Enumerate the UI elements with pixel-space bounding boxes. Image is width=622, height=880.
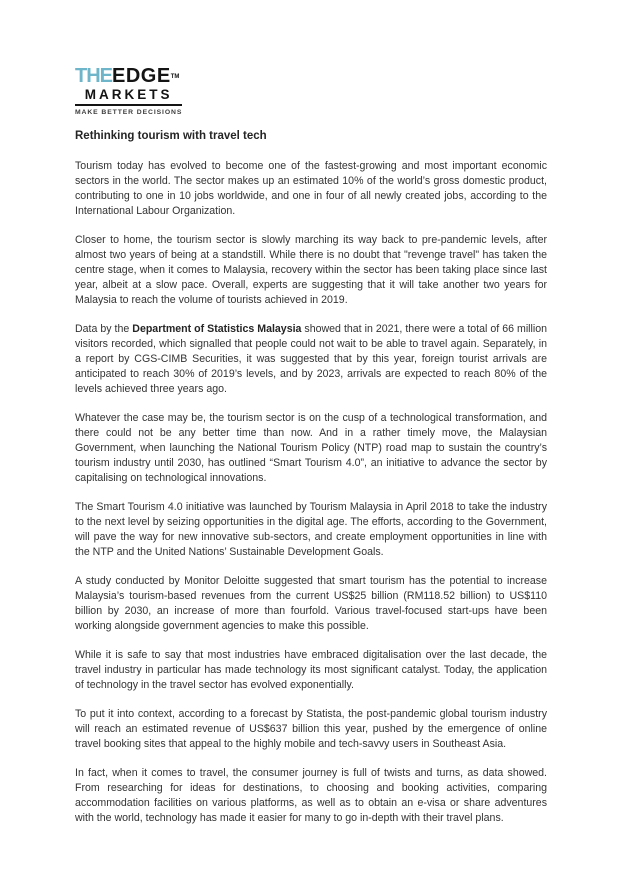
logo-the-text: THE	[75, 65, 112, 87]
article-paragraph	[75, 766, 547, 826]
logo-markets-text: MARKETS	[84, 87, 173, 102]
article-paragraph	[75, 648, 547, 693]
article-paragraph	[75, 500, 547, 560]
paragraph-text: In fact, when it comes to travel, the consumer journey is full of twists and turns, as data showed. From researching for ideas for destinations, to choosing and booking activities, comparing accommodation facilities on various platforms, as well as to obtain an e-visa or share adventures with the world, technology has made it easier for many to go in-depth with their travel plans.	[75, 767, 547, 824]
article-paragraph	[75, 233, 547, 308]
logo-wordmark	[75, 66, 182, 88]
logo-divider	[75, 104, 182, 106]
paragraph-text: Data by the	[75, 323, 133, 335]
paragraph-bold-text: Department of Statistics Malaysia	[132, 323, 302, 335]
article-body	[75, 159, 547, 826]
paragraph-text: Whatever the case may be, the tourism sector is on the cusp of a technological transformation, and there could not be any better time than now. And in a rather timely move, the Malaysian Government, when launching the National Tourism Policy (NTP) road map to sustain the country’s tourism industry until 2030, has outlined “Smart Tourism 4.0”, an initiative to advance the sector by capitalising on technological innovations.	[75, 412, 547, 484]
article-paragraph	[75, 159, 547, 219]
article-paragraph	[75, 322, 547, 397]
paragraph-text: To put it into context, according to a forecast by Statista, the post-pandemic global tourism industry will reach an estimated revenue of US$637 billion this year, pushed by the emergence of online travel booking sites that appeal to the highly mobile and tech-savvy users in Southeast Asia.	[75, 708, 547, 750]
logo-trademark-symbol: TM	[170, 74, 180, 80]
paragraph-text: showed that in 2021, there were a total of 66 million visitors recorded, which signalled that people could not wait to be able to travel again. Separately, in a report by CGS-CIMB Securities, it was suggested that by this year, foreign tourist arrivals are anticipated to reach 30% of 2019’s levels, and by 2023, arrivals are expected to reach 80% of the levels achieved three years ago.	[75, 323, 548, 395]
the-edge-markets-logo	[75, 66, 182, 116]
logo-tagline: MAKE BETTER DECISIONS	[75, 109, 183, 116]
article-paragraph	[75, 707, 547, 752]
paragraph-text: While it is safe to say that most industries have embraced digitalisation over the last decade, the travel industry in particular has made technology its most significant catalyst. Today, the application of technology in the travel sector has evolved exponentially.	[75, 649, 547, 691]
article-title: Rethinking tourism with travel tech	[75, 130, 267, 142]
article-paragraph	[75, 574, 547, 634]
paragraph-text: Tourism today has evolved to become one of the fastest-growing and most important economic sectors in the world. The sector makes up an estimated 10% of the world’s gross domestic product, contributing to one in 10 jobs worldwide, and one in four of all newly created jobs, according to the International Labour Organization.	[75, 160, 547, 217]
paragraph-text: The Smart Tourism 4.0 initiative was launched by Tourism Malaysia in April 2018 to take the industry to the next level by seizing opportunities in the digital age. The efforts, according to the Government, will pave the way for new innovative sub-sectors, and create employment opportunities in line with the NTP and the United Nations’ Sustainable Development Goals.	[75, 501, 547, 558]
paragraph-text: A study conducted by Monitor Deloitte suggested that smart tourism has the potential to increase Malaysia’s tourism-based revenues from the current US$25 billion (RM118.52 billion) to US$110 billion by 2030, an increase of more than fourfold. Various travel-focused start-ups have been working alongside government agencies to make this possible.	[75, 575, 547, 632]
article-paragraph	[75, 411, 547, 486]
logo-edge-text: EDGE	[112, 65, 171, 87]
paragraph-text: Closer to home, the tourism sector is slowly marching its way back to pre-pandemic levels, after almost two years of being at a standstill. While there is no doubt that "revenge travel" has taken the centre stage, when it comes to Malaysia, recovery within the sector has been taking place since last year, albeit at a slow pace. Overall, experts are suggesting that it will take another two years for Malaysia to reach the volume of tourists achieved in 2019.	[75, 234, 547, 306]
